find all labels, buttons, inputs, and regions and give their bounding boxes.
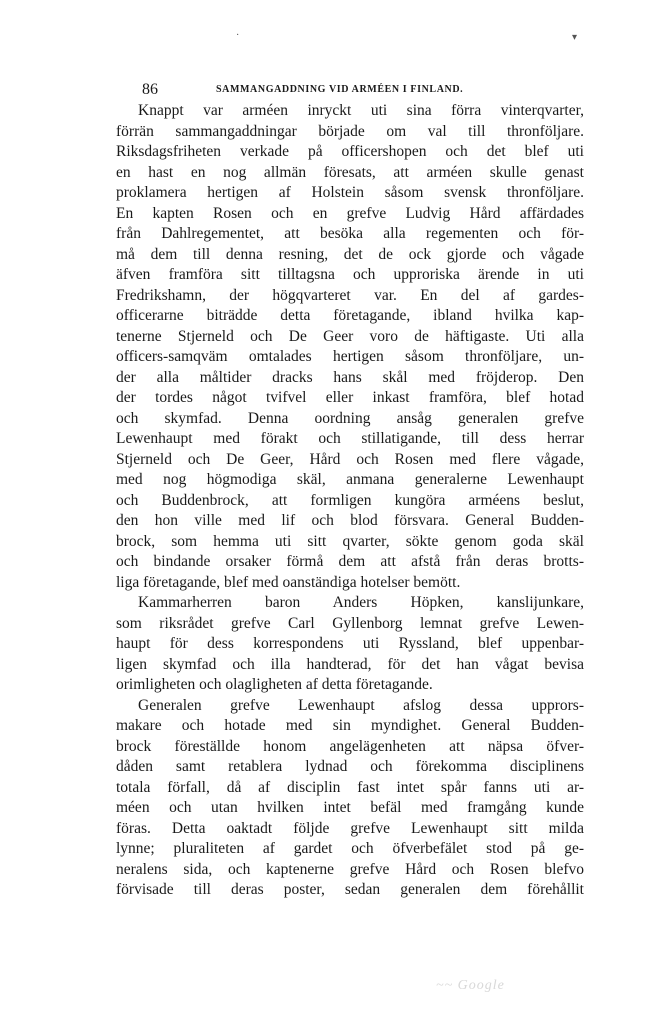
running-head: SAMMANGADDNING VID ARMÉEN I FINLAND.	[216, 84, 464, 95]
page-header	[116, 80, 616, 100]
text-line: der alla måltider dracks hans skål med fröjderop. Den	[116, 368, 584, 386]
text-line: och Buddenbrock, att formligen kungöra arméens beslut,	[116, 491, 584, 509]
text-line: som riksrådet grefve Carl Gyllenborg lemnat grefve Lewen-	[116, 614, 584, 632]
speck-mark: ▾	[572, 32, 578, 43]
text-line: tenerne Stjerneld och De Geer voro de häftigaste. Uti alla	[116, 327, 584, 345]
text-line: dåden samt retablera lydnad och förekomma disciplinens	[116, 758, 584, 775]
text-line: och skymfad. Denna oordning ansåg generalen grefve	[116, 409, 584, 427]
text-line: En kapten Rosen och en grefve Ludvig Hård affärdades	[116, 204, 584, 222]
text-line: makare och hotade med sin myndighet. General Budden-	[116, 717, 584, 734]
text-line: föras. Detta oaktadt följde grefve Lewenhaupt sitt milda	[116, 819, 584, 837]
text-line: neralens sida, och kaptenerne grefve Hård och Rosen blefvo	[116, 860, 584, 878]
text-line: från Dahlregementet, att besöka alla regementen och för-	[116, 225, 584, 242]
text-line: Knappt var arméen inryckt uti sina förra vinterqvarter,	[138, 102, 584, 119]
text-line: en hast en nog allmän föresats, att arméen skulle genast	[116, 163, 584, 181]
body-text	[116, 101, 584, 901]
paragraph	[116, 696, 584, 901]
text-line: haupt för dess korrespondens uti Ryssland, blef uppenbar-	[116, 635, 584, 652]
text-line: och bindande orsaker förmå dem att afstå från deras brotts-	[116, 553, 584, 570]
paragraph	[116, 101, 584, 593]
text-line: förvisade till deras poster, sedan generalen dem förehållit	[116, 881, 584, 898]
text-line: brock föreställde honom angelägenheten att näpsa öfver-	[116, 737, 584, 755]
text-line: totala förfall, då af disciplin fast intet spår fanns uti ar-	[116, 778, 584, 796]
text-line: med nog högmodiga skäl, anmana generalerne Lewenhaupt	[116, 471, 584, 488]
speck-mark: ·	[236, 30, 240, 41]
text-line: lynne; pluraliteten af gardet och öfverbefälet stod på ge-	[116, 840, 584, 857]
text-line: må dem till denna resning, det de ock gjorde och vågade	[116, 245, 584, 263]
text-line: Generalen grefve Lewenhaupt afslog dessa upprors-	[138, 696, 584, 714]
text-line: brock, som hemma uti sitt qvarter, sökte genom goda skäl	[116, 532, 584, 550]
text-line: förrän sammangaddningar började om val till thronföljare.	[116, 122, 584, 140]
text-line: Fredrikshamn, der högqvarteret var. En del af gardes-	[116, 286, 584, 304]
text-line: orimligheten och olagligheten af detta företagande.	[116, 676, 433, 693]
paragraph	[116, 593, 584, 696]
text-line: liga företagande, blef med oanständiga hotelser bemött.	[116, 573, 461, 591]
text-line: Riksdagsfriheten verkade på officershopen och det blef uti	[116, 143, 584, 160]
text-line: Stjerneld och De Geer, Hård och Rosen med flere vågade,	[116, 450, 584, 468]
text-line: proklamera hertigen af Holstein såsom svensk thronföljare.	[116, 184, 584, 201]
text-line: den hon ville med lif och blod försvara. General Budden-	[116, 512, 584, 529]
watermark: ~~ Google	[436, 978, 505, 993]
text-line: officerarne biträdde detta företagande, ibland hvilka kap-	[116, 307, 584, 324]
text-line: méen och utan hvilken intet befäl med framgång kunde	[116, 799, 584, 816]
text-line: der tordes något tvifvel eller inkast framföra, blef hotad	[116, 389, 584, 406]
text-line: officers-samqväm omtalades hertigen såsom thronföljare, un-	[116, 348, 584, 365]
text-line: Kammarherren baron Anders Höpken, kanslijunkare,	[138, 594, 584, 611]
text-line: ligen skymfad och illa handterad, för det han vågat bevisa	[116, 655, 584, 673]
page-number: 86	[142, 81, 158, 98]
text-line: äfven framföra sitt tilltagsna och upproriska ärende in uti	[116, 266, 584, 283]
text-line: Lewenhaupt med förakt och stillatigande, till dess herrar	[116, 430, 584, 447]
